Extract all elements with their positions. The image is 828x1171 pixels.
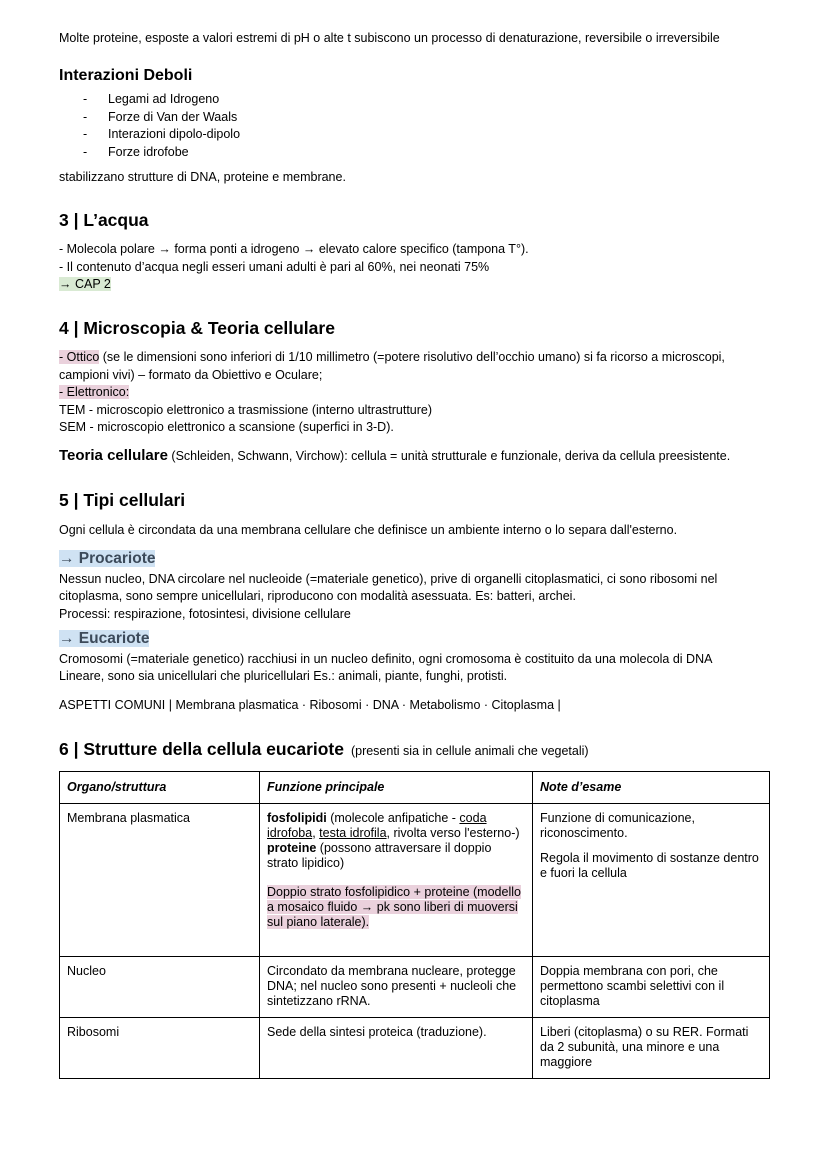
- tem-line: TEM - microscopio elettronico a trasmissione (interno ultrastrutture): [59, 403, 433, 417]
- notes-cell: Doppia membrana con pori, che permettono scambi selettivi con il citoplasma: [533, 957, 770, 1018]
- table-row: [60, 804, 770, 957]
- eucariote-title: → Eucariote: [59, 630, 150, 647]
- eucariote-heading: [59, 630, 149, 649]
- procariote-heading: [59, 550, 155, 569]
- underlined-term: coda idrofoba: [267, 811, 487, 840]
- function-cell: Sede della sintesi proteica (traduzione).: [260, 1018, 533, 1079]
- elettronico-label: - Elettronico:: [59, 385, 130, 399]
- elettronico-line: [59, 384, 129, 402]
- text-fragment: , rivolta verso l'esterno-): [386, 826, 520, 840]
- eucariote-line-2: Lineare, sono sia unicellulari che pluricellulari Es.: animali, piante, funghi, protisti.: [59, 669, 508, 683]
- table-row: [60, 1018, 770, 1079]
- table-row: [60, 957, 770, 1018]
- water-line-2: - Il contenuto d’acqua negli esseri umani adulti è pari al 60%, nei neonati 75%: [59, 260, 490, 274]
- section-6-heading: 6 | Strutture della cellula eucariote: [59, 739, 344, 759]
- list-item: - Forze idrofobe: [83, 144, 240, 162]
- section-6-heading-line: [59, 741, 589, 761]
- cell-theory-line: [59, 447, 730, 466]
- cell-types-intro: Ogni cellula è circondata da una membrana cellulare che definisce un ambiente interno o lo separa dall'esterno.: [59, 523, 678, 537]
- list-item: - Interazioni dipolo-dipolo: [83, 126, 240, 144]
- notes-cell: [533, 804, 770, 957]
- ottico-line-1: [59, 349, 725, 367]
- chapter-ref: [59, 276, 111, 294]
- cell-theory-title: Teoria cellulare: [59, 447, 168, 464]
- organ-cell: Membrana plasmatica: [60, 804, 260, 957]
- section-6-subtitle: (presenti sia in cellule animali che vegetali): [350, 744, 589, 758]
- highlighted-text: Doppio strato fosfolipidico + proteine (modello a mosaico fluido → pk sono liberi di muoversi sul piano laterale).: [267, 885, 521, 929]
- function-cell: Circondato da membrana nucleare, protegge DNA; nel nucleo sono presenti + nucleoli che sintetizzano rRNA.: [260, 957, 533, 1018]
- procariote-line-1: Nessun nucleo, DNA circolare nel nucleoide (=materiale genetico), prive di organelli citoplasmatici, ci sono ribosomi nel: [59, 572, 718, 586]
- phospholipids-text: [267, 811, 525, 841]
- structures-table: [59, 771, 770, 1079]
- notes-cell: Liberi (citoplasma) o su RER. Formati da 2 subunità, una minore e una maggiore: [533, 1018, 770, 1079]
- text-fragment: (possono attraversare il doppio strato lipidico): [267, 841, 492, 870]
- sem-line: SEM - microscopio elettronico a scansione (superfici in 3-D).: [59, 420, 394, 434]
- common-aspects: ASPETTI COMUNI | Membrana plasmatica · Ribosomi · DNA · Metabolismo · Citoplasma |: [59, 698, 561, 712]
- chapter-ref-highlight: → CAP 2: [59, 277, 111, 291]
- procariote-title: → Procariote: [59, 550, 156, 567]
- ottico-text: (se le dimensioni sono inferiori di 1/10 millimetro (=potere risolutivo dell’occhio umano) si fa ricorso a microscopi,: [99, 350, 725, 364]
- list-item: - Legami ad Idrogeno: [83, 91, 240, 109]
- eucariote-line-1: Cromosomi (=materiale genetico) racchiusi in un nucleo definito, ogni cromosoma è costituito da una molecola di DNA: [59, 652, 713, 666]
- column-header: Note d’esame: [533, 772, 770, 804]
- column-header: Funzione principale: [260, 772, 533, 804]
- function-cell: [260, 804, 533, 957]
- underlined-term: testa idrofila: [319, 826, 387, 840]
- phospholipids-term: fosfolipidi: [267, 811, 327, 825]
- procariote-line-2: citoplasma, sono sempre unicellulari, riproducono con modalità asessuata. Es: batteri, archei.: [59, 589, 576, 603]
- weak-interactions-list: [83, 91, 240, 161]
- section-3-heading: 3 | L’acqua: [59, 210, 149, 230]
- text-fragment: ,: [312, 826, 320, 840]
- list-item: - Forze di Van der Waals: [83, 109, 240, 127]
- weak-interactions-heading: Interazioni Deboli: [59, 67, 193, 84]
- weak-interactions-footer: stabilizzano strutture di DNA, proteine e membrane.: [59, 170, 346, 184]
- column-header: Organo/struttura: [60, 772, 260, 804]
- proteins-term: proteine: [267, 841, 317, 855]
- cell-theory-text: (Schleiden, Schwann, Virchow): cellula = unità strutturale e funzionale, deriva da cellula preesistente.: [167, 449, 731, 463]
- text-fragment: (molecole anfipatiche -: [326, 811, 460, 825]
- section-4-heading: 4 | Microscopia & Teoria cellulare: [59, 318, 335, 338]
- ottico-line-2: campioni vivi) – formato da Obiettivo e Oculare;: [59, 368, 323, 382]
- section-5-heading: 5 | Tipi cellulari: [59, 490, 186, 510]
- ottico-label: - Ottico: [59, 350, 100, 364]
- organ-cell: Ribosomi: [60, 1018, 260, 1079]
- fluid-mosaic-note: [267, 885, 525, 930]
- organ-cell: Nucleo: [60, 957, 260, 1018]
- table-header-row: [60, 772, 770, 804]
- intro-paragraph: Molte proteine, esposte a valori estremi di pH o alte t subiscono un processo di denaturazione, reversibile o irreversibile: [59, 31, 720, 45]
- note-text: Regola il movimento di sostanze dentro e fuori la cellula: [540, 851, 759, 880]
- proteins-text: [267, 841, 525, 871]
- procariote-line-3: Processi: respirazione, fotosintesi, divisione cellulare: [59, 607, 351, 621]
- note-text: Funzione di comunicazione, riconoscimento.: [540, 811, 695, 840]
- water-line-1: - Molecola polare → forma ponti a idrogeno → elevato calore specifico (tampona T°).: [59, 242, 529, 256]
